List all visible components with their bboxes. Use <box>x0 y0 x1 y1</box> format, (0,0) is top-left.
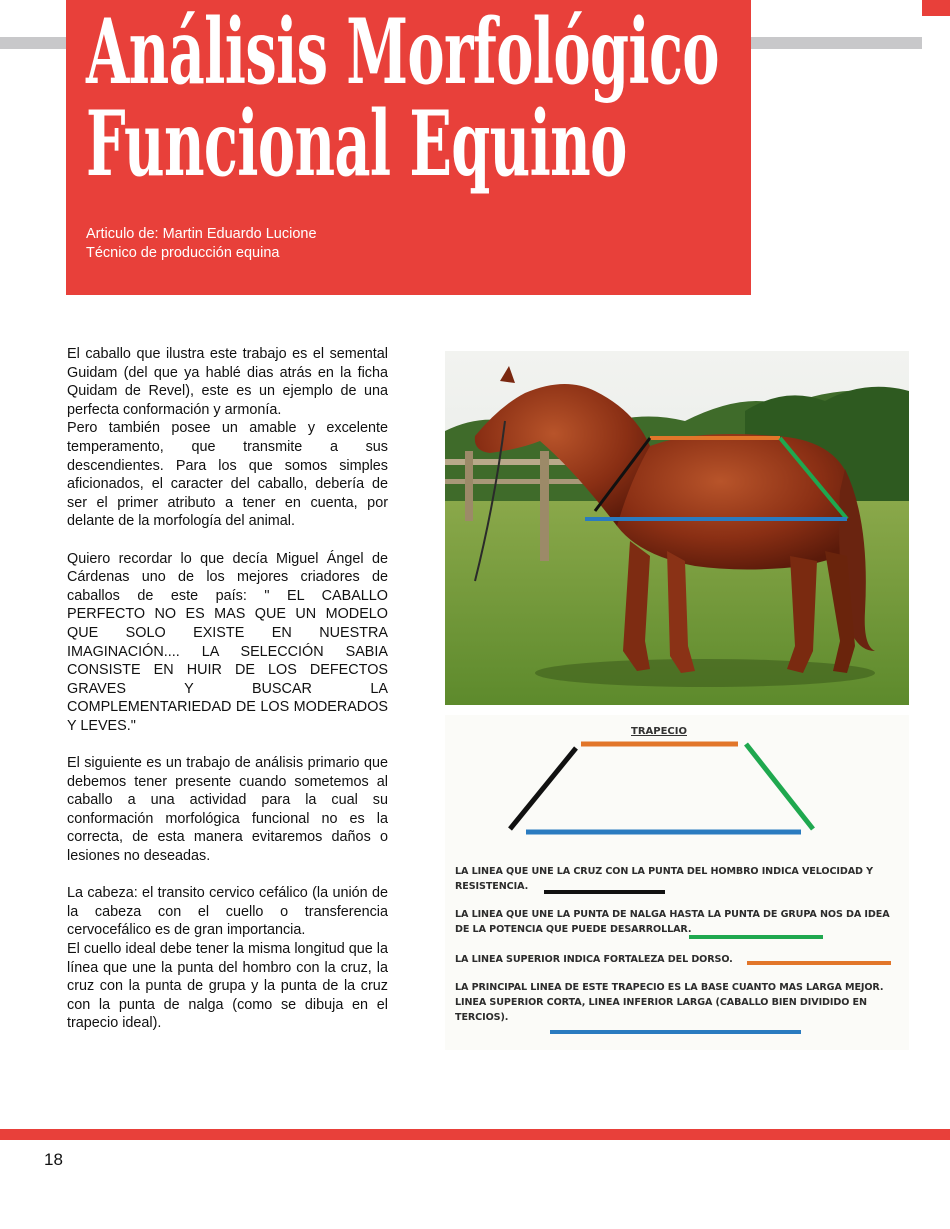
byline-author: Articulo de: Martin Eduardo Lucione <box>86 226 317 242</box>
article-body <box>67 345 388 1033</box>
header-gray-band-right <box>751 37 922 49</box>
page-number: 18 <box>44 1150 63 1169</box>
corner-accent-mark <box>922 0 950 16</box>
legend-label-green: LA LINEA QUE UNE LA PUNTA DE NALGA HASTA LA PUNTA DE GRUPA NOS DA IDEA DE LA POTENCIA QUE PUEDE DESARROLLAR. <box>455 909 890 935</box>
page-title <box>86 0 743 197</box>
diagram-title: TRAPECIO <box>631 726 687 737</box>
title-line-2: Funcional Equino <box>86 91 627 197</box>
paragraph-3: Quiero recordar lo que decía Miguel Ángel de Cárdenas uno de los mejores criadores de caballos de este país: " EL CABALLO PERFECTO NO ES MAS QUE UN MODELO QUE SOLO EXISTE EN NUESTRA IMAGINACIÓN.... LA SELECCIÓN SABIA CONSISTE EN HUIR DE LOS DEFECTOS GRAVES Y BUSCAR LA COMPLEMENTARIEDAD DE LOS MODERADOS Y LEVES." <box>67 550 388 734</box>
trapezoid-diagram <box>445 715 909 1050</box>
legend-label-black: LA LINEA QUE UNE LA CRUZ CON LA PUNTA DEL HOMBRO INDICA VELOCIDAD Y RESISTENCIA. <box>455 866 874 892</box>
title-banner <box>66 0 751 295</box>
paragraph-6: El cuello ideal debe tener la misma longitud que la línea que une la punta del hombro con la cruz, la cruz con la punta de grupa y la punta de la cruz con la punta de nalga (como se dibuja en el trapecio ideal). <box>67 941 388 1032</box>
trapezoid-right-line <box>746 744 813 829</box>
horse-photo-illustration <box>445 351 909 705</box>
horse-photo <box>445 351 909 705</box>
paragraph-5: La cabeza: el transito cervico cefálico (la unión de la cabeza con el cuello o transferencia cervocefálico es de gran importancia. <box>67 885 388 939</box>
footer-bar <box>0 1129 950 1140</box>
title-line-1: Análisis Morfológico <box>86 0 719 105</box>
legend-label-blue: LA PRINCIPAL LINEA DE ESTE TRAPECIO ES LA BASE CUANTO MAS LARGA MEJOR. LINEA SUPERIOR CORTA, LINEA INFERIOR LARGA (CABALLO BIEN DIVIDIDO EN TERCIOS). <box>455 982 884 1023</box>
legend-label-orange: LA LINEA SUPERIOR INDICA FORTALEZA DEL DORSO. <box>455 954 733 965</box>
paragraph-4: El siguiente es un trabajo de análisis primario que debemos tener presente cuando sometemos al caballo a una actividad para la cual su conformación morfológica funcional no es la correcta, de esta manera evitaremos daños o lesiones no deseadas. <box>67 755 388 865</box>
byline-role: Técnico de producción equina <box>86 245 280 261</box>
paragraph-1: El caballo que ilustra este trabajo es el semental Guidam (del que ya hablé dias atrás en la ficha Quidam de Revel), este es un ejemplo de una perfecta conformación y armonía. <box>67 346 388 418</box>
header-gray-band-left <box>0 37 66 49</box>
trapezoid-left-line <box>510 748 576 829</box>
paragraph-2: Pero también posee un amable y excelente temperamento, que transmite a sus descendientes. Para los que somos simples aficionados, el caracter del caballo, debería de ser el primer atributo a tener en cuenta, por delante de la morfología del animal. <box>67 420 388 530</box>
byline <box>86 225 317 263</box>
